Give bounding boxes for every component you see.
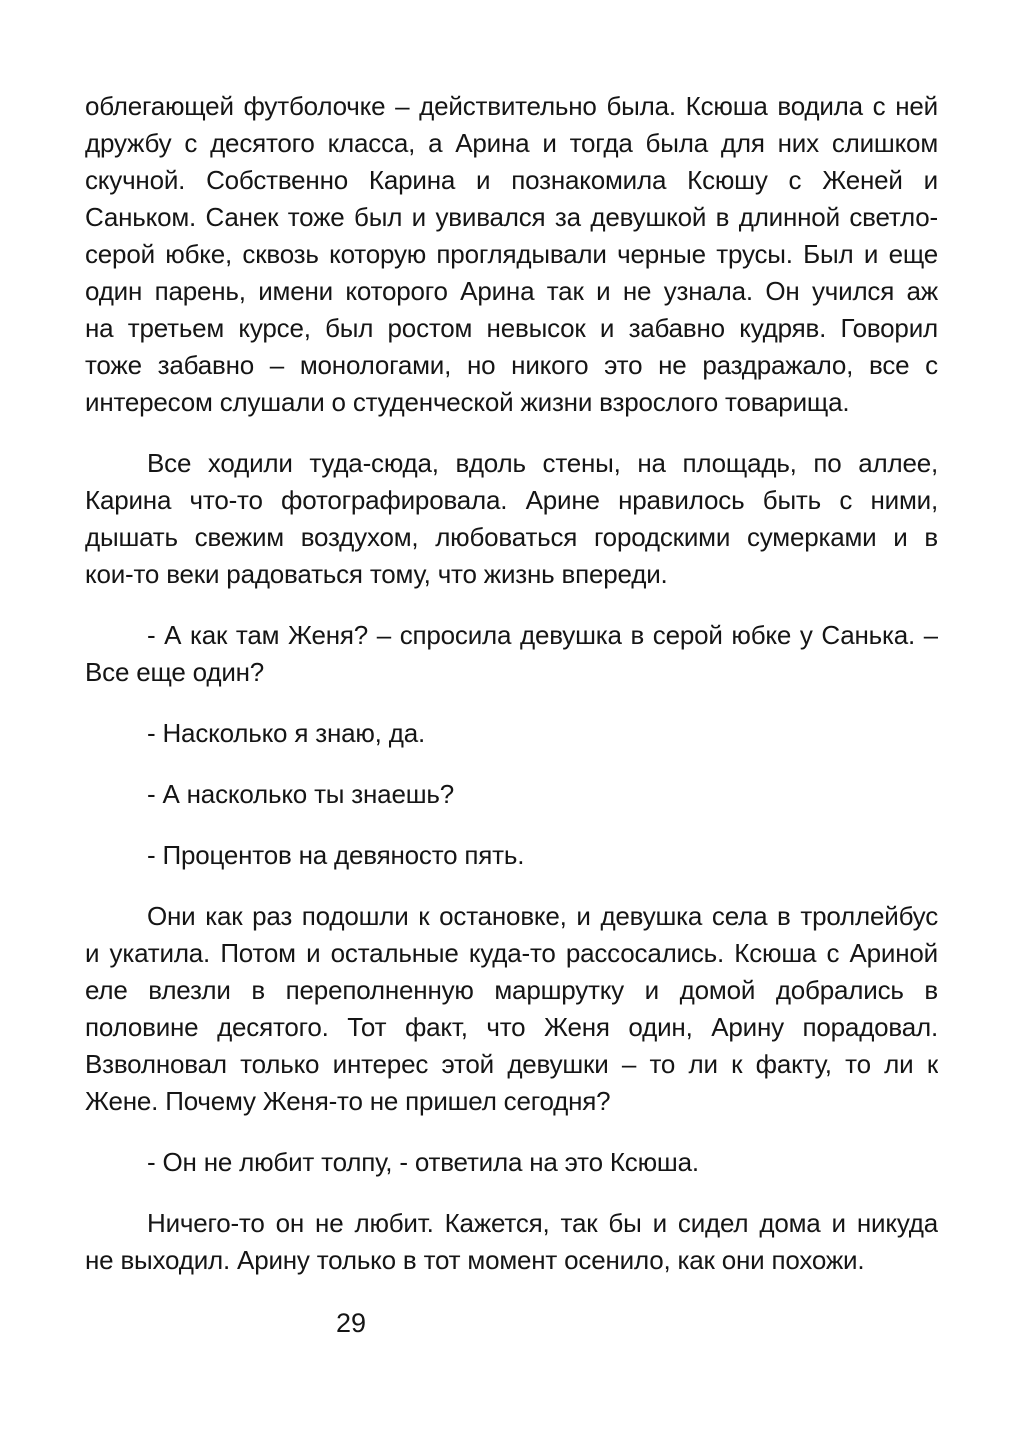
text-line: скучной. Собственно Карина и познакомила Ксюшу с Женей и — [85, 165, 938, 195]
text-line: тоже забавно – монологами, но никого это не раздражало, все с — [85, 350, 938, 380]
text-line: Они как раз подошли к остановке, и девушка села в троллейбус — [147, 901, 938, 931]
text-line: на третьем курсе, был ростом невысок и забавно кудряв. Говорил — [85, 313, 938, 343]
paragraph — [85, 445, 938, 593]
text-line: и укатила. Потом и остальные куда-то рассосались. Ксюша с Ариной — [85, 938, 938, 968]
text-line: облегающей футболочке – действительно была. Ксюша водила с ней — [85, 91, 938, 121]
text-line: Ничего-то он не любит. Кажется, так бы и сидел дома и никуда — [147, 1208, 938, 1238]
paragraph — [85, 715, 938, 752]
text-line: дышать свежим воздухом, любоваться городскими сумерками и в — [85, 522, 938, 552]
text-line: - А как там Женя? – спросила девушка в серой юбке у Санька. – — [147, 620, 938, 650]
text-line: интересом слушали о студенческой жизни взрослого товарища. — [85, 387, 850, 417]
paragraph — [85, 617, 938, 691]
text-line: дружбу с десятого класса, а Арина и тогда была для них слишком — [85, 128, 938, 158]
text-line: половине десятого. Тот факт, что Женя один, Арину порадовал. — [85, 1012, 938, 1042]
text-line: - А насколько ты знаешь? — [147, 779, 454, 809]
text-line: - Насколько я знаю, да. — [147, 718, 425, 748]
text-line: Жене. Почему Женя-то не пришел сегодня? — [85, 1086, 611, 1116]
paragraph — [85, 1144, 938, 1181]
text-line: один парень, имени которого Арина так и не узнала. Он учился аж — [85, 276, 938, 306]
paragraph — [85, 837, 938, 874]
text-line: Все еще один? — [85, 657, 265, 687]
text-block — [85, 88, 938, 1303]
text-line: Взволновал только интерес этой девушки – то ли к факту, то ли к — [85, 1049, 938, 1079]
paragraph — [85, 898, 938, 1120]
text-line: - Процентов на девяносто пять. — [147, 840, 525, 870]
text-line: не выходил. Арину только в тот момент осенило, как они похожи. — [85, 1245, 865, 1275]
paragraph — [85, 776, 938, 813]
text-line: серой юбке, сквозь которую проглядывали черные трусы. Был и еще — [85, 239, 938, 269]
text-line: - Он не любит толпу, - ответила на это Ксюша. — [147, 1147, 699, 1177]
text-line: Саньком. Санек тоже был и увивался за девушкой в длинной светло- — [85, 202, 938, 232]
paragraph — [85, 1205, 938, 1279]
page-number: 29 — [336, 1308, 367, 1338]
text-line: еле влезли в переполненную маршрутку и домой добрались в — [85, 975, 938, 1005]
text-line: кои-то веки радоваться тому, что жизнь впереди. — [85, 559, 668, 589]
text-line: Все ходили туда-сюда, вдоль стены, на площадь, по аллее, — [147, 448, 938, 478]
paragraph — [85, 88, 938, 421]
text-line: Карина что-то фотографировала. Арине нравилось быть с ними, — [85, 485, 938, 515]
